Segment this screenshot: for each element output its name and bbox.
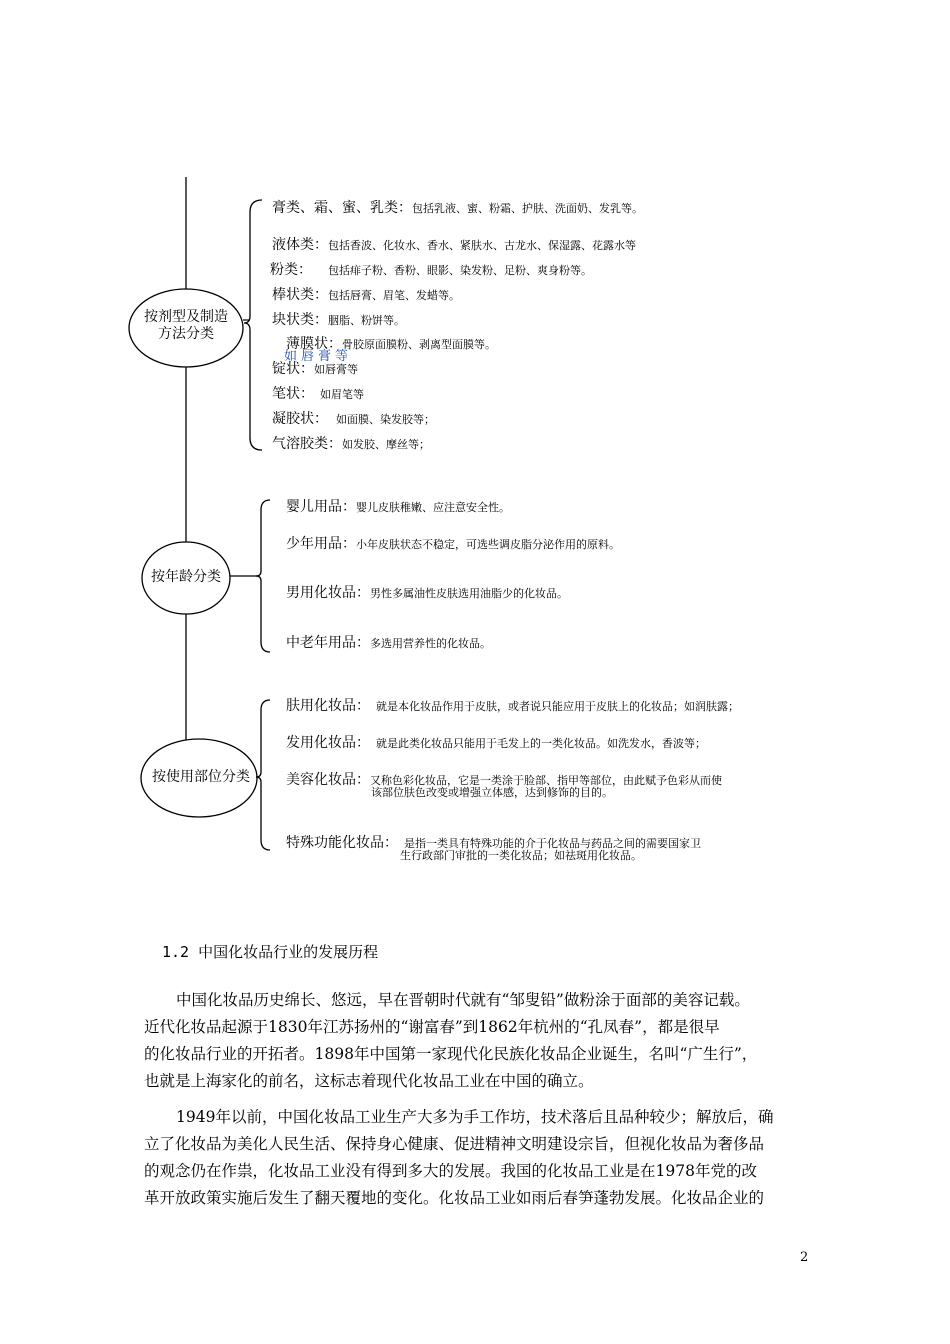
item-desc: 骨胶原面膜粉、剥离型面膜等。: [342, 338, 496, 351]
section-heading: 1.2 中国化妆品行业的发展历程: [162, 943, 379, 961]
brace-body-part: [256, 700, 270, 850]
item-term: 液体类：: [272, 237, 328, 253]
list-item: [286, 632, 491, 652]
item-desc: 就是此类化妆品只能用于毛发上的一类化妆品。如洗发水，香波等；: [376, 737, 706, 750]
list-item: [286, 695, 739, 715]
item-term: 美容化妆品：: [286, 772, 370, 788]
group-label-line: 按使用部位分类: [152, 769, 250, 785]
list-item: [272, 383, 364, 403]
stray-text: 如唇膏等: [284, 349, 353, 364]
item-desc-continued: 生行政部门审批的一类化妆品；如祛斑用化妆品。: [400, 849, 642, 862]
item-desc: 男性多属油性皮肤选用油脂少的化妆品。: [370, 587, 568, 600]
list-item: [286, 533, 620, 553]
item-desc: 如发胶、摩丝等；: [342, 438, 430, 451]
item-term: 男用化妆品：: [286, 585, 370, 601]
text-line: 的观念仍在作祟，化妆品工业没有得到多大的发展。我国的化妆品工业是在1978年党的改: [144, 1162, 757, 1180]
group-label-line: 按剂型及制造: [144, 309, 228, 325]
list-item: [272, 358, 358, 378]
text-line: 也就是上海家化的前名，这标志着现代化妆品工业在中国的确立。: [144, 1072, 594, 1090]
item-desc: 多选用营养性的化妆品。: [370, 637, 491, 650]
text-line: 中国化妆品历史绵长、悠远，早在晋朝时代就有“邹叟铅”做粉涂于面部的美容记载。: [176, 991, 750, 1009]
item-desc: 小年皮肤状态不稳定，可选些调皮脂分泌作用的原料。: [356, 538, 620, 551]
item-term: 笔状：: [272, 386, 314, 402]
item-term: 肤用化妆品：: [286, 698, 370, 714]
text-line: 近代化妆品起源于1830年江苏扬州的“谢富春”到1862年杭州的“孔凤春”，都是很早: [144, 1018, 720, 1036]
item-desc: 包括香波、化妆水、香水、紧肤水、古龙水、保湿露、花露水等: [328, 239, 636, 252]
list-item: [272, 309, 405, 329]
text-line: 革开放政策实施后发生了翻天覆地的变化。化妆品工业如雨后春笋蓬勃发展。化妆品企业的: [144, 1189, 765, 1207]
list-item: [272, 234, 636, 254]
item-term: 少年用品：: [286, 536, 356, 552]
stray-overlay-text: [284, 347, 353, 364]
group-label-dosage-form: [134, 309, 238, 343]
item-desc-continued: 该部位肤色改变或增强立体感，达到修饰的目的。: [371, 786, 613, 799]
paragraph: [144, 987, 810, 1095]
item-desc: 包括乳液、蜜、粉霜、护肤、洗面奶、发乳等。: [412, 202, 643, 215]
list-item: [272, 408, 435, 428]
group-label-line: 方法分类: [158, 326, 214, 342]
item-term: 中老年用品：: [286, 635, 370, 651]
group-label-age: [146, 569, 226, 586]
item-desc: 是指一类具有特殊功能的介于化妆品与药品之间的需要国家卫: [404, 837, 701, 850]
item-term: 棒状类：: [272, 287, 328, 303]
paragraph: [144, 1104, 810, 1212]
brace-dosage-form: [244, 200, 262, 450]
item-desc: 又称色彩化妆品，它是一类涂于脸部、指甲等部位，由此赋予色彩从而使: [370, 774, 722, 787]
item-term: 发用化妆品：: [286, 735, 370, 751]
item-term: 气溶胶类：: [272, 436, 342, 452]
item-term: 粉类：: [270, 262, 312, 278]
item-term: 膏类、霜、蜜、乳类：: [272, 200, 412, 216]
item-desc: 胭脂、粉饼等。: [328, 314, 405, 327]
group-label-body-part: [145, 769, 257, 786]
item-desc: 就是本化妆品作用于皮肤，或者说只能应用于皮肤上的化妆品；如润肤露；: [376, 700, 739, 713]
group-label-line: 按年龄分类: [151, 569, 221, 585]
list-item: [272, 284, 460, 304]
list-item: [272, 433, 430, 453]
item-term: 块状类：: [272, 312, 328, 328]
brace-age: [256, 500, 270, 652]
list-item: [270, 259, 592, 279]
item-term: 特殊功能化妆品：: [286, 835, 398, 851]
item-desc: 包括痱子粉、香粉、眼影、染发粉、足粉、爽身粉等。: [328, 264, 592, 277]
item-term: 薄膜状：: [286, 336, 342, 352]
item-term: 凝胶状：: [272, 411, 328, 427]
item-desc: 如面膜、染发胶等；: [336, 413, 435, 426]
item-term: 婴儿用品：: [286, 499, 356, 515]
item-desc: 如眉笔等: [320, 388, 364, 401]
text-line: 的化妆品行业的开拓者。1898年中国第一家现代化民族化妆品企业诞生，名叫“广生行”，: [144, 1045, 758, 1063]
text-line: 立了化妆品为美化人民生活、保持身心健康、促进精神文明建设宗旨，但视化妆品为奢侈品: [144, 1135, 765, 1153]
item-term: 锭状：: [272, 361, 314, 377]
page-number: 2: [800, 1250, 809, 1265]
list-item: [286, 732, 706, 752]
list-item: [272, 197, 643, 217]
item-desc: 包括唇膏、眉笔、发蜡等。: [328, 289, 460, 302]
text-line: 1949年以前，中国化妆品工业生产大多为手工作坊，技术落后且品种较少；解放后，确: [176, 1108, 774, 1126]
list-item: [286, 582, 568, 602]
item-desc: 婴儿皮肤稚嫩、应注意安全性。: [356, 501, 510, 514]
list-item: [286, 496, 510, 516]
item-desc: 如唇膏等: [314, 363, 358, 376]
